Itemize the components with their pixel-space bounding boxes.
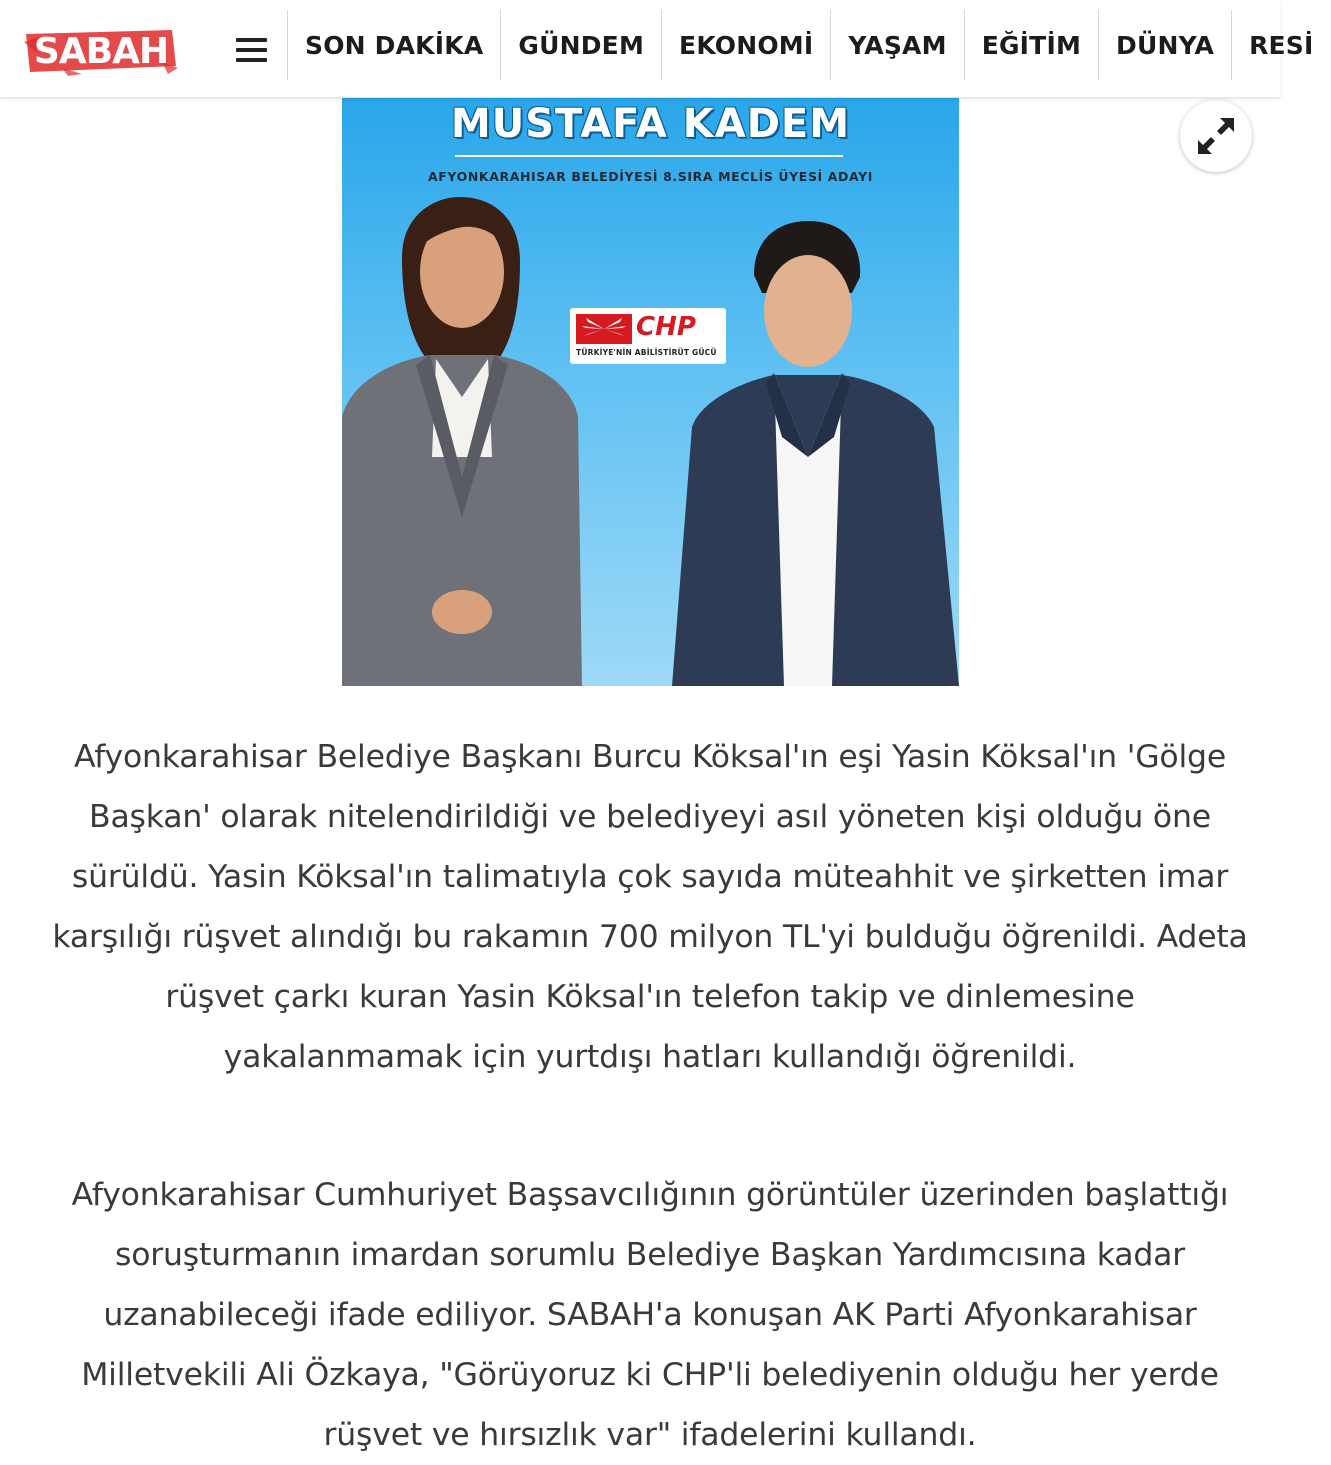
expand-arrows-icon xyxy=(1194,114,1238,158)
candidate-name: MUSTAFA KADEM xyxy=(450,101,851,147)
nav-gundem[interactable]: GÜNDEM xyxy=(500,10,661,80)
logo-text: SABAH xyxy=(33,31,169,72)
candidate-subtitle: AFYONKARAHISAR BELEDİYESİ 8.SIRA MECLİS ÜYESİ ADAYI xyxy=(428,169,873,184)
article-paragraph: Afyonkarahisar Belediye Başkanı Burcu Köksal'ın eşi Yasin Köksal'ın 'Gölge Başkan' olarak nitelendirildiği ve belediyeyi asıl yöneten kişi olduğu öne sürüldü. Yasin Köksal'ın talimatıyla çok sayıda müteahhit ve şirketten imar karşılığı rüşvet alındığı bu rakamın 700 milyon TL'yi bulduğu öğrenildi. Adeta rüşvet çarkı kuran Yasin Köksal'ın telefon takip ve dinlemesine yakalanmamak için yurtdışı hatları kullandığı öğrenildi. xyxy=(52,739,1248,1075)
sabah-logo[interactable] xyxy=(22,22,180,78)
party-slogan: TÜRKİYE'NİN ABİLİSTİRÜT GÜCÜ xyxy=(576,348,717,357)
party-name: CHP xyxy=(636,312,696,342)
nav-resim[interactable]: RESİ xyxy=(1231,10,1330,80)
nav-dunya[interactable]: DÜNYA xyxy=(1098,10,1231,80)
menu-button[interactable] xyxy=(228,30,272,70)
party-logo xyxy=(570,308,726,364)
nav-ekonomi[interactable]: EKONOMİ xyxy=(661,10,830,80)
article-body xyxy=(50,727,1250,1453)
party-flag-icon xyxy=(576,314,632,344)
title-divider xyxy=(455,155,843,157)
nav-egitim[interactable]: EĞİTİM xyxy=(964,10,1098,80)
campaign-photo xyxy=(342,97,959,686)
candidates-illustration xyxy=(342,97,959,686)
main-nav xyxy=(287,10,1331,80)
nav-yasam[interactable]: YAŞAM xyxy=(830,10,963,80)
expand-image-button[interactable] xyxy=(1180,100,1252,172)
site-header xyxy=(0,0,1314,98)
nav-son-dakika[interactable]: SON DAKİKA xyxy=(287,10,500,80)
hamburger-icon xyxy=(236,38,267,42)
article-paragraph: Afyonkarahisar Cumhuriyet Başsavcılığının görüntüler üzerinden başlattığı soruşturmanın imardan sorumlu Belediye Başkan Yardımcısına kadar uzanabileceği ifade ediliyor. SABAH'a konuşan AK Parti Afyonkarahisar Milletvekili Ali Özkaya, "Görüyoruz ki CHP'li belediyenin olduğu her yerde rüşvet ve hırsızlık var" ifadelerini kullandı. xyxy=(71,1177,1229,1453)
